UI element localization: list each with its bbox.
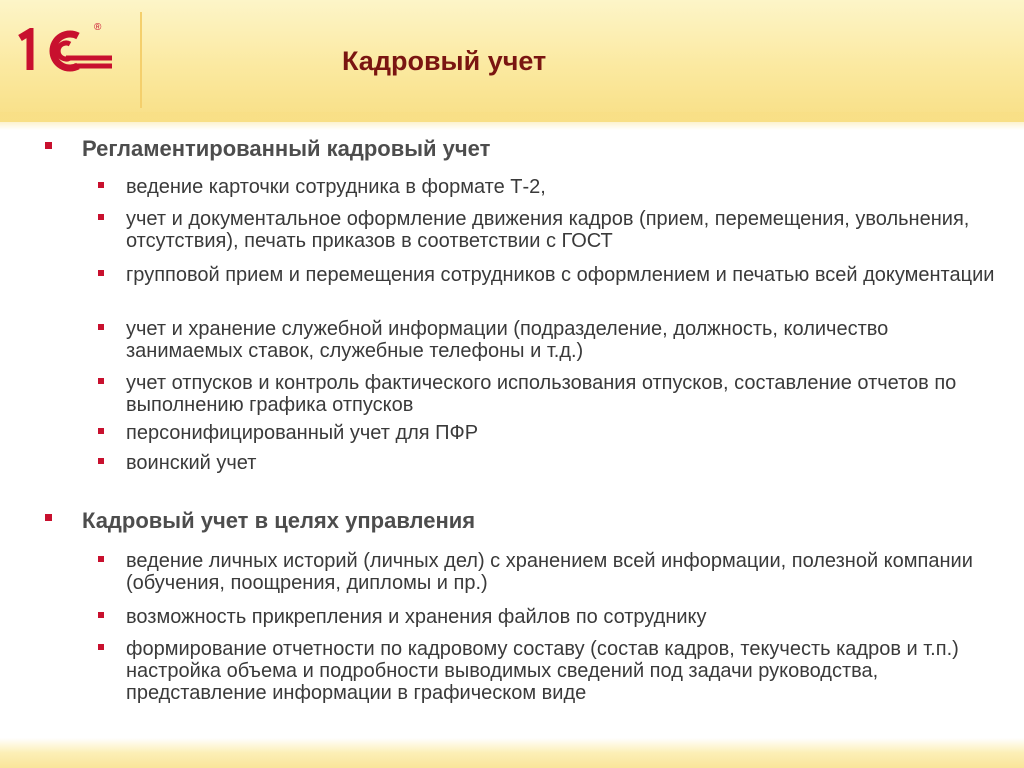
list-item: ведение личных историй (личных дел) с хранением всей информации, полезной компании (обучения, поощрения, дипломы и пр.) [126, 550, 973, 594]
section-bullet-icon [45, 142, 52, 149]
list-item: учет отпусков и контроль фактического использования отпусков, составление отчетов по выполнению графика отпусков [126, 372, 957, 416]
bullet-icon [98, 556, 104, 562]
section-title: Кадровый учет в целях управления [82, 508, 476, 533]
bullet-icon [98, 182, 104, 188]
bullet-icon [98, 458, 104, 464]
bullet-icon [98, 378, 104, 384]
slide-title: Кадровый учет [342, 46, 547, 76]
bullet-icon [98, 428, 104, 434]
bullet-icon [98, 644, 104, 650]
slide-footer [0, 738, 1024, 768]
bullet-icon [98, 270, 104, 276]
list-item: учет и хранение служебной информации (подразделение, должность, количество занимаемых ставок, служебные телефоны и т.д.) [126, 318, 889, 362]
list-item: возможность прикрепления и хранения файлов по сотруднику [126, 606, 707, 628]
list-item: групповой прием и перемещения сотрудников с оформлением и печатью всей документации [126, 264, 995, 286]
list-item: персонифицированный учет для ПФР [126, 422, 479, 444]
list-item: ведение карточки сотрудника в формате Т-2, [126, 176, 546, 198]
section-title: Регламентированный кадровый учет [82, 136, 491, 161]
bullet-icon [98, 214, 104, 220]
list-item: учет и документальное оформление движения кадров (прием, перемещения, увольнения, отсутствия), печать приказов в соответствии с ГОСТ [126, 208, 970, 252]
section-bullet-icon [45, 514, 52, 521]
list-item: формирование отчетности по кадровому составу (состав кадров, текучесть кадров и т.п.) настройка объема и подробности выводимых сведений под задачи руководства, представление информации в графическом виде [126, 638, 959, 704]
bullet-icon [98, 612, 104, 618]
list-item: воинский учет [126, 452, 257, 474]
registered-mark: ® [94, 22, 102, 33]
bullet-icon [98, 324, 104, 330]
